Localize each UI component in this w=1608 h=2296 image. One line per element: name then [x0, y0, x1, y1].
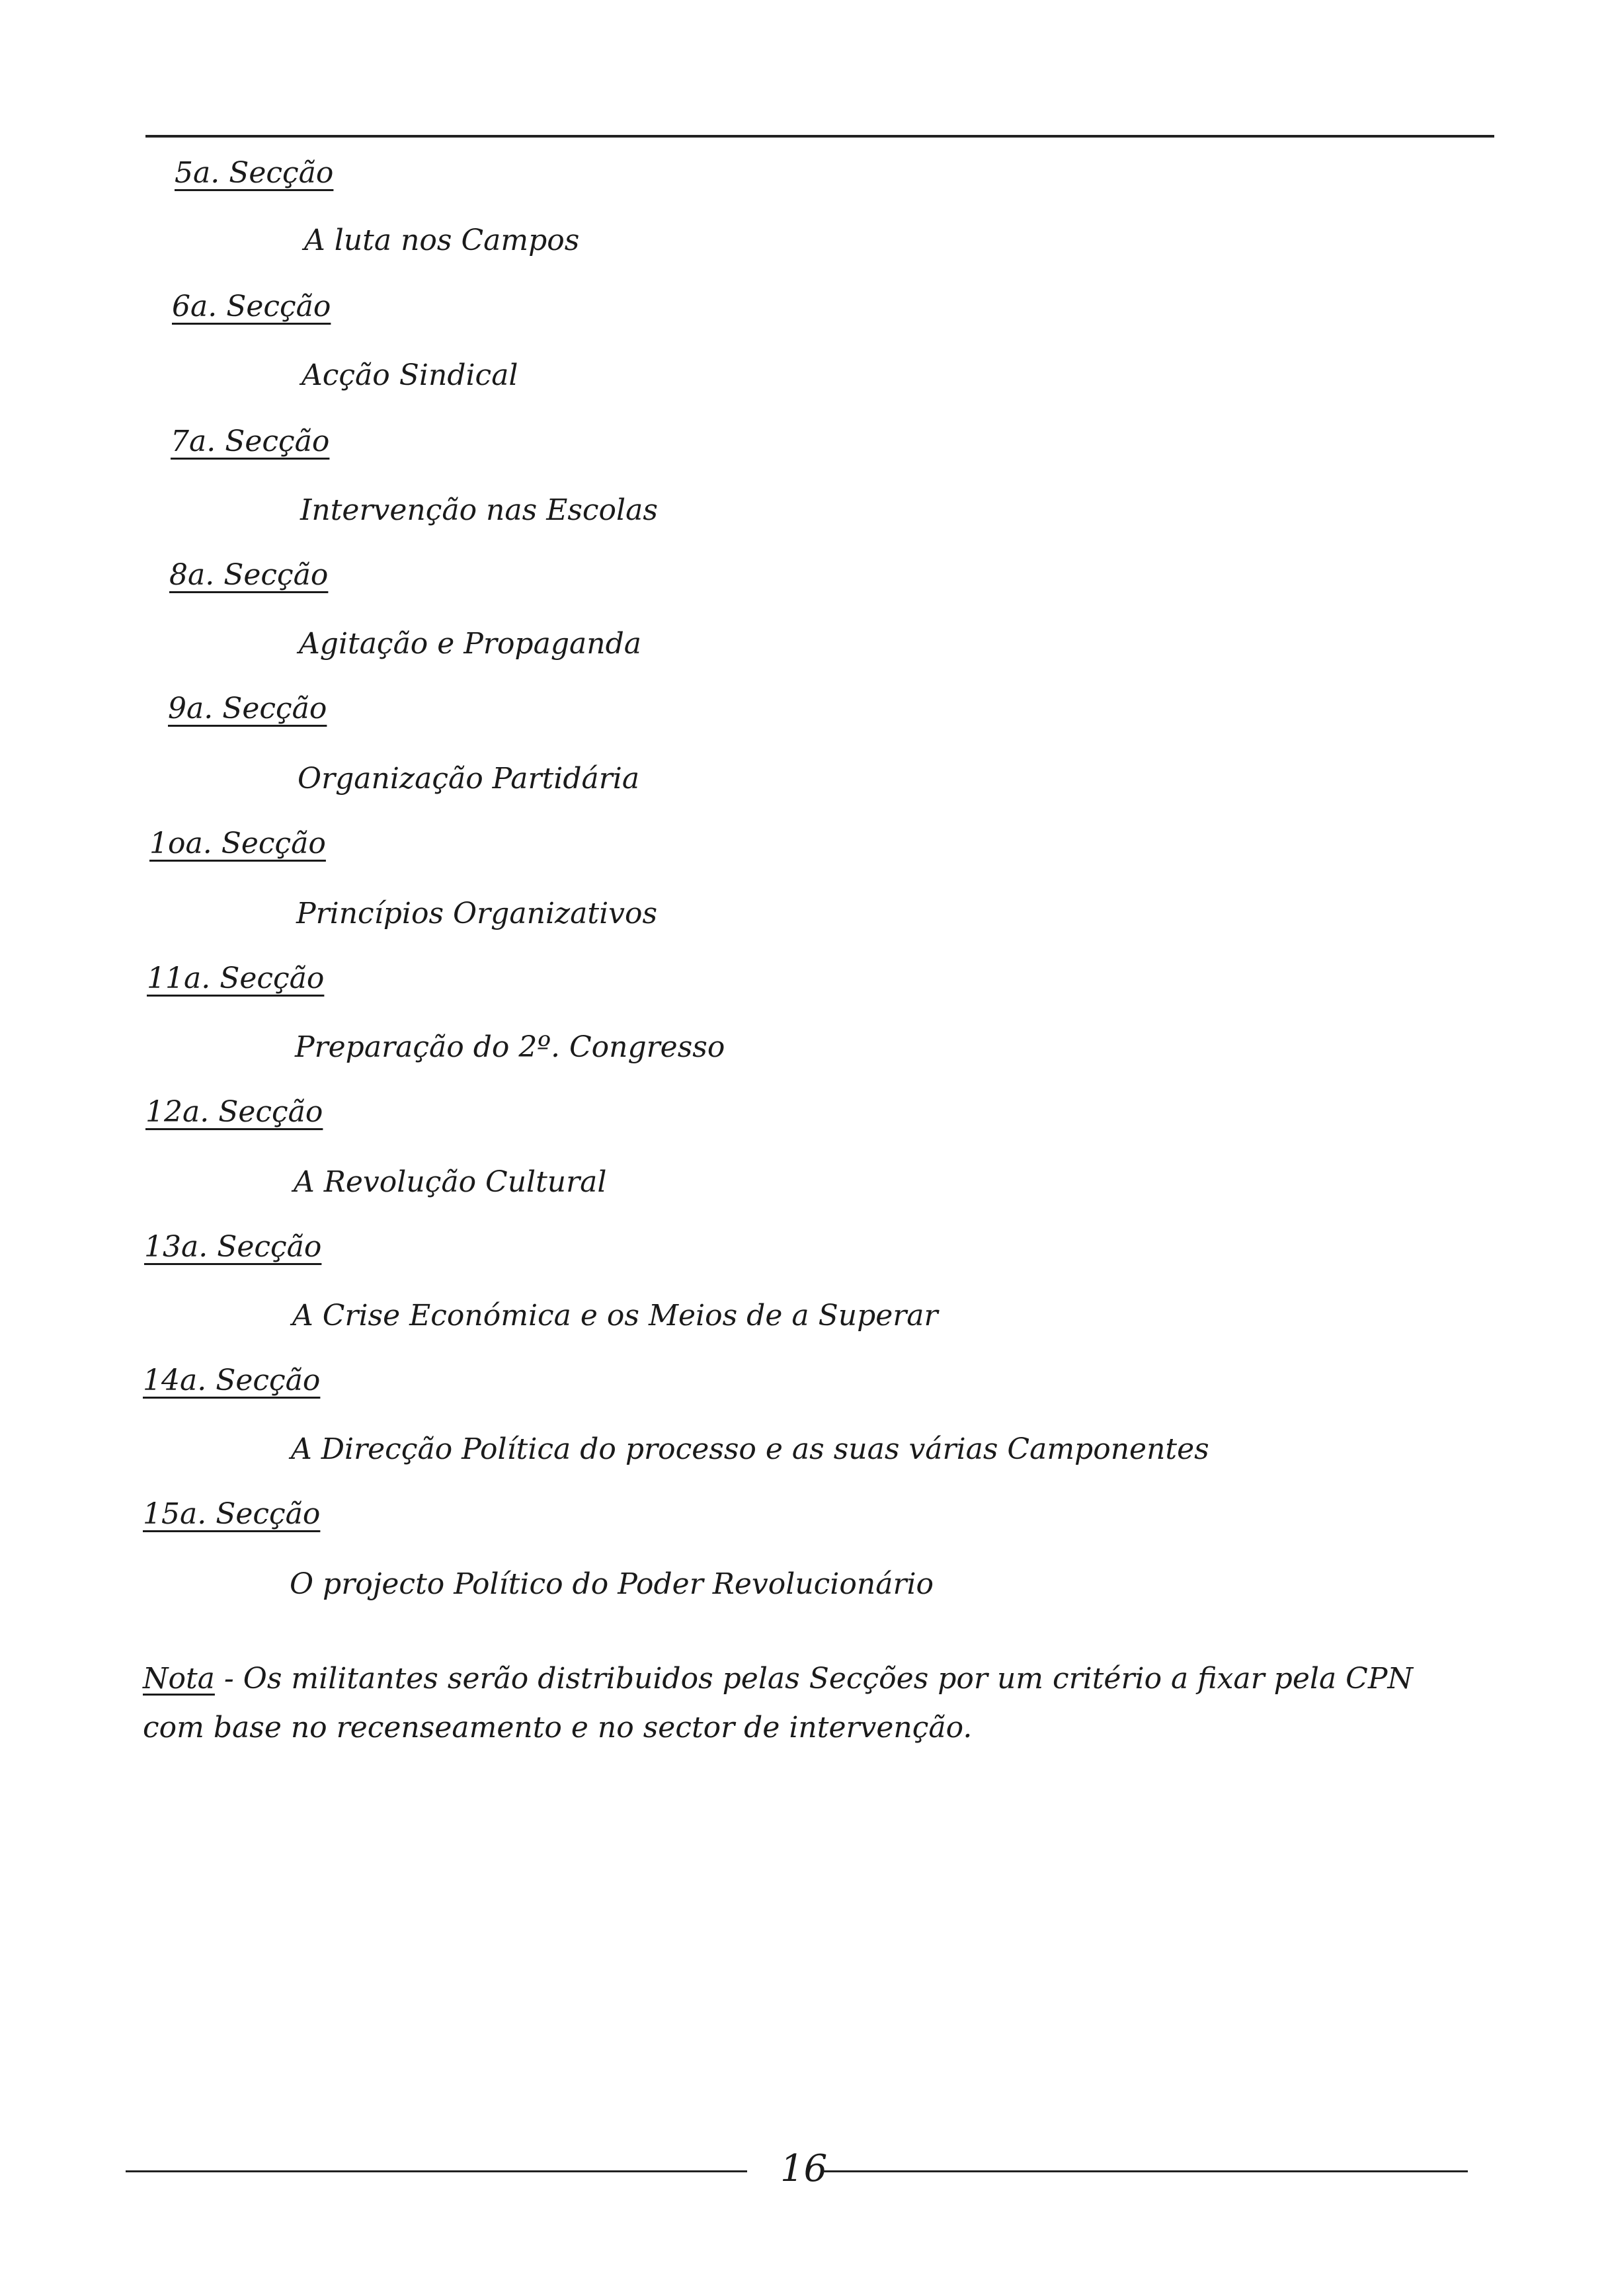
page-footer — [126, 2149, 1468, 2189]
note-text: - Os militantes serão distribuidos pelas Secções por um critério a fixar pela CPN com base no recenseamento e no sector de intervenção. — [143, 1662, 1413, 1744]
section-title: Agitação e Propaganda — [299, 627, 641, 661]
section-title: A Direcção Política do processo e as suas várias Camponentes — [291, 1432, 1209, 1466]
page-number: 16 — [780, 2147, 828, 2190]
section-heading: 15a. Secção — [143, 1497, 321, 1531]
section-title: Acção Sindical — [302, 358, 518, 392]
section-heading: 7a. Secção — [171, 425, 330, 458]
section-title: A Revolução Cultural — [294, 1165, 607, 1199]
section-title: A luta nos Campos — [304, 224, 580, 257]
section-title: A Crise Económica e os Meios de a Superar — [292, 1299, 938, 1332]
section-heading: 6a. Secção — [172, 290, 331, 323]
section-title: O projecto Político do Poder Revolucionário — [290, 1567, 934, 1601]
section-heading: 5a. Secção — [175, 156, 334, 190]
section-heading: 9a. Secção — [168, 692, 327, 725]
note-paragraph — [143, 1655, 1472, 1752]
section-heading: 1oa. Secção — [149, 827, 326, 860]
footer-rule-right — [823, 2170, 1468, 2172]
section-heading: 14a. Secção — [143, 1364, 321, 1397]
footer-rule-left — [126, 2170, 747, 2172]
section-heading: 13a. Secção — [144, 1230, 322, 1264]
top-rule — [145, 135, 1494, 138]
note-label: Nota — [143, 1662, 215, 1696]
section-heading: 11a. Secção — [147, 962, 325, 995]
section-heading: 12a. Secção — [145, 1095, 323, 1129]
section-heading: 8a. Secção — [169, 558, 329, 592]
section-title: Organização Partidária — [298, 762, 640, 796]
section-title: Preparação do 2º. Congresso — [295, 1030, 725, 1064]
section-title: Princípios Organizativos — [296, 897, 658, 930]
section-title: Intervenção nas Escolas — [300, 493, 658, 527]
